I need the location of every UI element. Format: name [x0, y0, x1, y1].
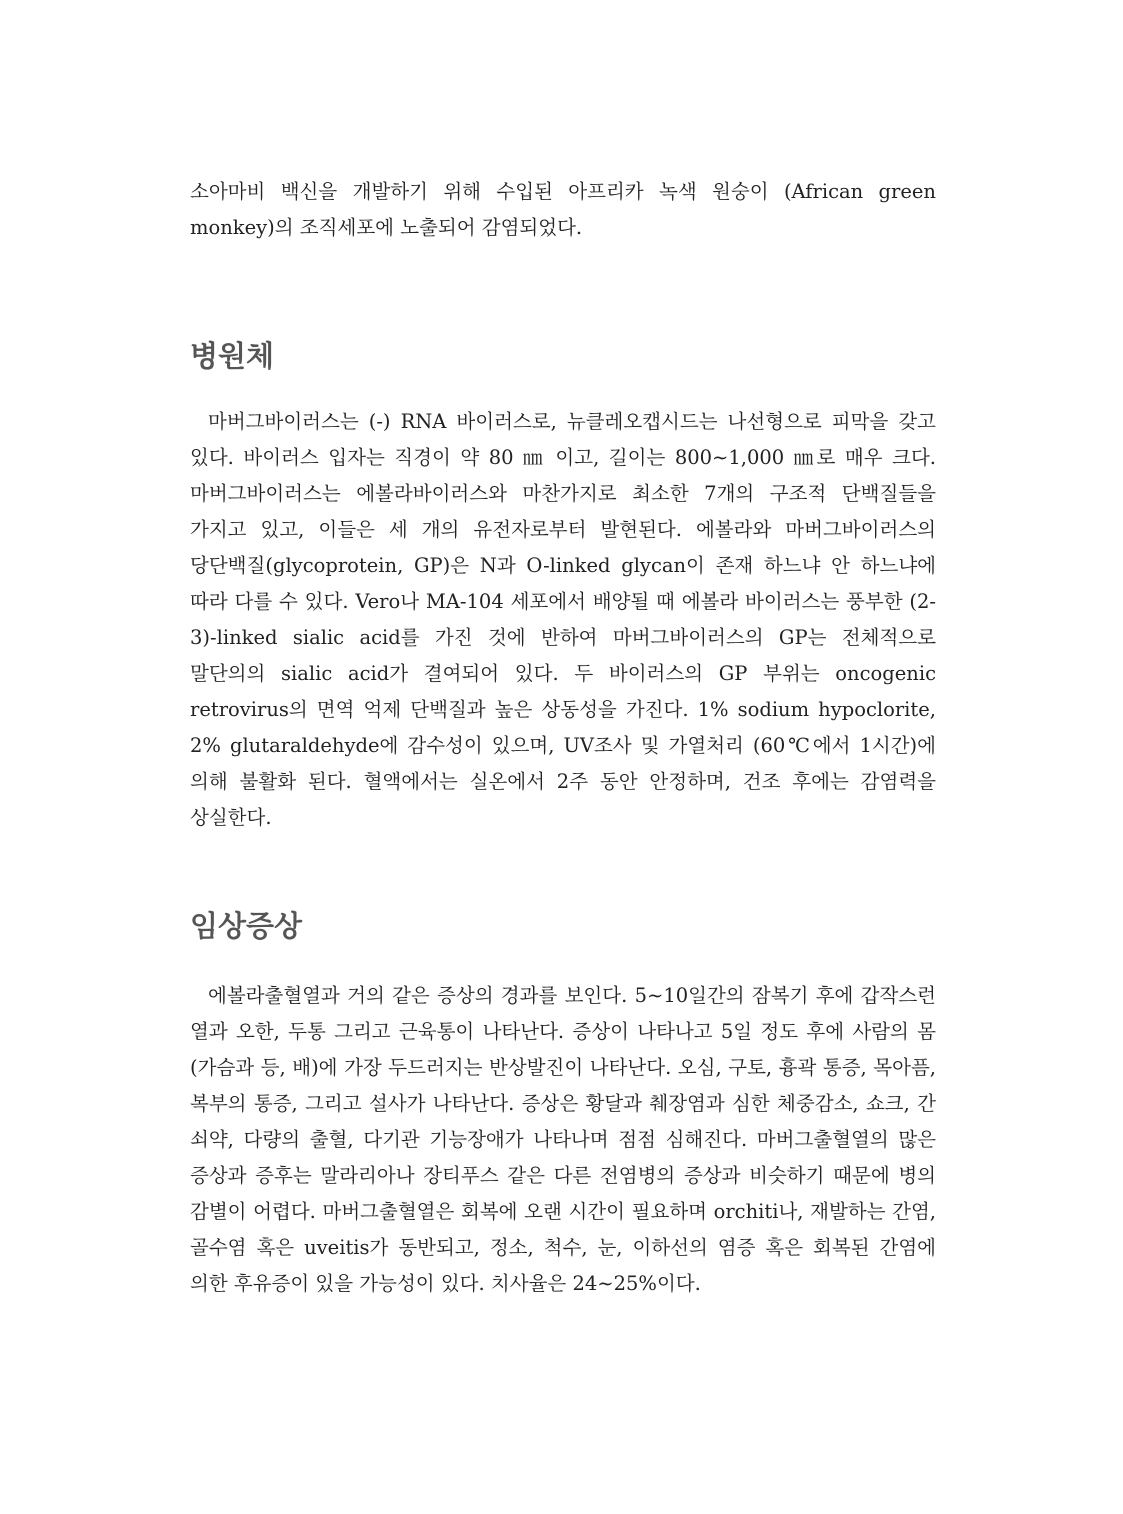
section-body-pathogen: 마버그바이러스는 (-) RNA 바이러스로, 뉴클레오캡시드는 나선형으로 피막을 갖고 있다. 바이러스 입자는 직경이 약 80 ㎚ 이고, 길이는 800∼1,000 ㎚로 매우 크다. 마버그바이러스는 에볼라바이러스와 마찬가지로 최소한 7개의 구조적 단백질들을 가지고 있고, 이들은 세 개의 유전자로부터 발현된다. 에볼라와 마버그바이러스의 당단백질(glycoprotein, GP)은 N과 O-linked glycan이 존재 하느냐 안 하느냐에 따라 다를 수 있다. Vero나 MA-104 세포에서 배양될 때 에볼라 바이러스는 풍부한 (2-3)-linked sialic acid를 가진 것에 반하여 마버그바이러스의 GP는 전체적으로 말단의의 sialic acid가 결여되어 있다. 두 바이러스의 GP 부위는 oncogenic retrovirus의 면역 억제 단백질과 높은 상동성을 가진다. 1% sodium hypoclorite, 2% glutaraldehyde에 감수성이 있으며, UV조사 및 가열처리 (60℃에서 1시간)에 의해 불활화 된다. 혈액에서는 실온에서 2주 동안 안정하며, 건조 후에는 감염력을 상실한다. [190, 410, 936, 829]
section-heading-pathogen: 병원체 [190, 339, 275, 373]
section-body-clinical-symptoms: 에볼라출혈열과 거의 같은 증상의 경과를 보인다. 5∼10일간의 잠복기 후에 갑작스런 열과 오한, 두통 그리고 근육통이 나타난다. 증상이 나타나고 5일 정도 후에 사람의 몸 (가슴과 등, 배)에 가장 두드러지는 반상발진이 나타난다. 오심, 구토, 흉곽 통증, 목아픔, 복부의 통증, 그리고 설사가 나타난다. 증상은 황달과 췌장염과 심한 체중감소, 쇼크, 간 쇠약, 다량의 출혈, 다기관 기능장애가 나타나며 점점 심해진다. 마버그출혈열의 많은 증상과 증후는 말라리아나 장티푸스 같은 다른 전염병의 증상과 비슷하기 때문에 병의 감별이 어렵다. 마버그출혈열은 회복에 오랜 시간이 필요하며 orchiti나, 재발하는 간염, 골수염 혹은 uveitis가 동반되고, 정소, 척수, 눈, 이하선의 염증 혹은 회복된 간염에 의한 후유증이 있을 가능성이 있다. 치사율은 24∼25%이다. [190, 984, 936, 1295]
section-heading-clinical-symptoms: 임상증상 [190, 909, 303, 943]
document-page [190, 174, 936, 1302]
intro-paragraph: 소아마비 백신을 개발하기 위해 수입된 아프리카 녹색 원숭이 (African green monkey)의 조직세포에 노출되어 감염되었다. [190, 180, 936, 239]
